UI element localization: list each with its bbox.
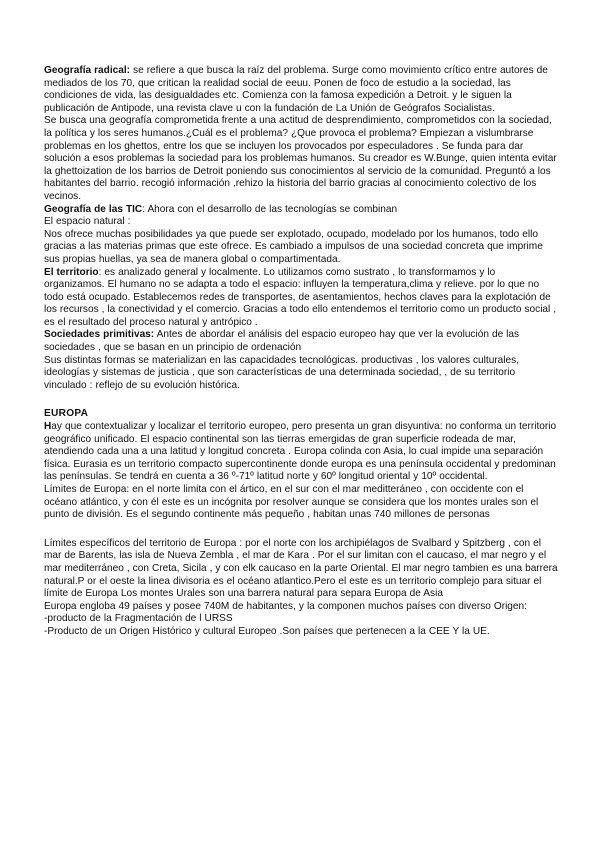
text-europa-intro: ay que contextualizar y localizar el territorio europeo, pero presenta un gran disyuntiva: no conforma un territorio geográfico unificado. El espacio continental son las tierras emergidas de gran superficie rodeada de mar, atendiendo cada una a una latitud y longitud concreta . Europa colinda con Asia, lo cual impide una separación física. Eurasia es un territorio compacto supercontinente donde europa es una península occidental y predominan las penínsulas. Se tendrá en cuenta a 36 º-71º latitud norte y 60º longitud oriental y 10º occidental. xyxy=(44,421,557,483)
text-sociedades-primitivas: Antes de abordar el análisis del espacio europeo hay que ver la evolución de las sociedades , que se basan en un principio de ordenación xyxy=(44,329,520,354)
paragraph-territorio xyxy=(44,267,558,330)
paragraph-espacio-natural: Nos ofrece muchas posibilidades ya que puede ser explotado, ocupado, modelado por los humanos, todo ello gracias a las materias primas que este ofrece. Es cambiado a impulsos de una sociedad concreta que imprime sus propias huellas, ya sea de manera global o compartimentada. xyxy=(44,228,543,265)
paragraph-europa-engloba: Europa engloba 49 países y posee 740M de habitantes, y la componen muchos países con diverso Origen: xyxy=(44,600,527,612)
initial-letter: H xyxy=(44,421,52,433)
section-gap xyxy=(44,392,558,408)
subheading-espacio-natural: El espacio natural : xyxy=(44,216,131,228)
list-item-origen-urss: -producto de la Fragmentación de l URSS xyxy=(44,613,233,625)
paragraph-geografia-radical xyxy=(44,65,558,115)
paragraph-sociedades-primitivas xyxy=(44,329,558,354)
paragraph-limites-especificos: Límites específicos del territorio de Europa : por el norte con los archipiélagos de Svalbard y Spitzberg , con el mar de Barents, las isla de Nueva Zembla , el mar de Kara . Por el sur limitan con el caucaso, el mar negro y el mar mediterráneo , con Creta, Sicila , y con elk caucaso en la parte Oriental. El mar negro tambien es una barrera natural.P or el oeste la linea divisoria es el océano atlantico.Pero el este es un territorio complejo para situar el límite de Europa Los montes Urales son una barrera natural para separa Europa de Asia xyxy=(44,537,558,600)
heading-europa: EUROPA xyxy=(44,408,89,420)
paragraph-radical-continuation: Se busca una geografía comprometida frente a una actitud de desprendimiento, comprometidos con la sociedad, la política y los seres humanos.¿Cuál es el problema? ¿Que provoca el problema? Empiezan a vislumbrarse problemas en los ghettos, entre los que se incluyen los provocados por especuladores . Se funda para dar solución a esos problemas la sociedad para los problemas humanos. Su creador es W.Bunge, quien intenta evitar la ghettoization de los barrios de Detroit poniendo sus conocimientos al servicio de la comunidad. Preguntó a los habitantes del barrio. recogió información ,rehizo la historia del barrio gracias al conocimiento colectivo de los vecinos. xyxy=(44,115,557,202)
term-sociedades-primitivas: Sociedades primitivas: xyxy=(44,329,155,341)
text-geografia-radical: se refiere a que busca la raíz del problema. Surge como movimiento crítico entre autores de mediados de los 70, que critican la realidad social de eeuu. Ponen de foco de estudio a la sociedad, las condiciones de vida, las desigualdades etc. Comienza con la famosa expedición a Detroit. y le siguen la publicación de Antipode, una revista clave u con la fundación de La Unión de Geógrafos Socialistas. xyxy=(44,65,548,114)
text-geografia-tic: : Ahora con el desarrollo de las tecnologías se combinan xyxy=(142,203,398,215)
document-page xyxy=(44,65,558,639)
text-territorio: : es analizado general y localmente. Lo utilizamos como sustrato , lo transformamos y lo organizamos. El humano no se adapta a todo el espacio: influyen la temperatura,clima y relieve. por lo que no todo está ocupado. Establecemos redes de transportes, de asentamientos, hechos claves para la explotación de los recursos , la conectividad y el comercio. Gracias a todo ello entendemos el territorio como un producto social , es el resultado del proceso natural y antrópico . xyxy=(44,266,557,328)
term-geografia-radical: Geografía radical: xyxy=(44,65,131,76)
term-territorio: El territorio xyxy=(44,266,99,278)
paragraph-limites-europa: Límites de Europa: en el norte limita con el ártico, en el sur con el mar meditteráneo , con occidente con el océano atlántico, y con él este es un incógnita por resolver aunque se considera que los montes urales son el punto de división. Es el segundo continente más pequeño , habitan unas 740 millones de personas xyxy=(44,484,539,521)
paragraph-europa-intro xyxy=(44,421,558,484)
term-geografia-tic: Geografía de las TIC xyxy=(44,203,143,215)
list-item-origen-europeo: -Producto de un Origen Histórico y cultural Europeo .Son países que pertenecen a la CEE Y la UE. xyxy=(44,625,490,637)
paragraph-geografia-tic xyxy=(44,204,558,217)
paragraph-primitivas-continuation: Sus distintas formas se materializan en las capacidades tecnológicas. productivas , los valores culturales, ideologías y sistemas de justicia , que son características de una determinada sociedad, , de su territorio vinculado : reflejo de su evolución histórica. xyxy=(44,354,519,391)
paragraph-gap xyxy=(44,522,558,538)
